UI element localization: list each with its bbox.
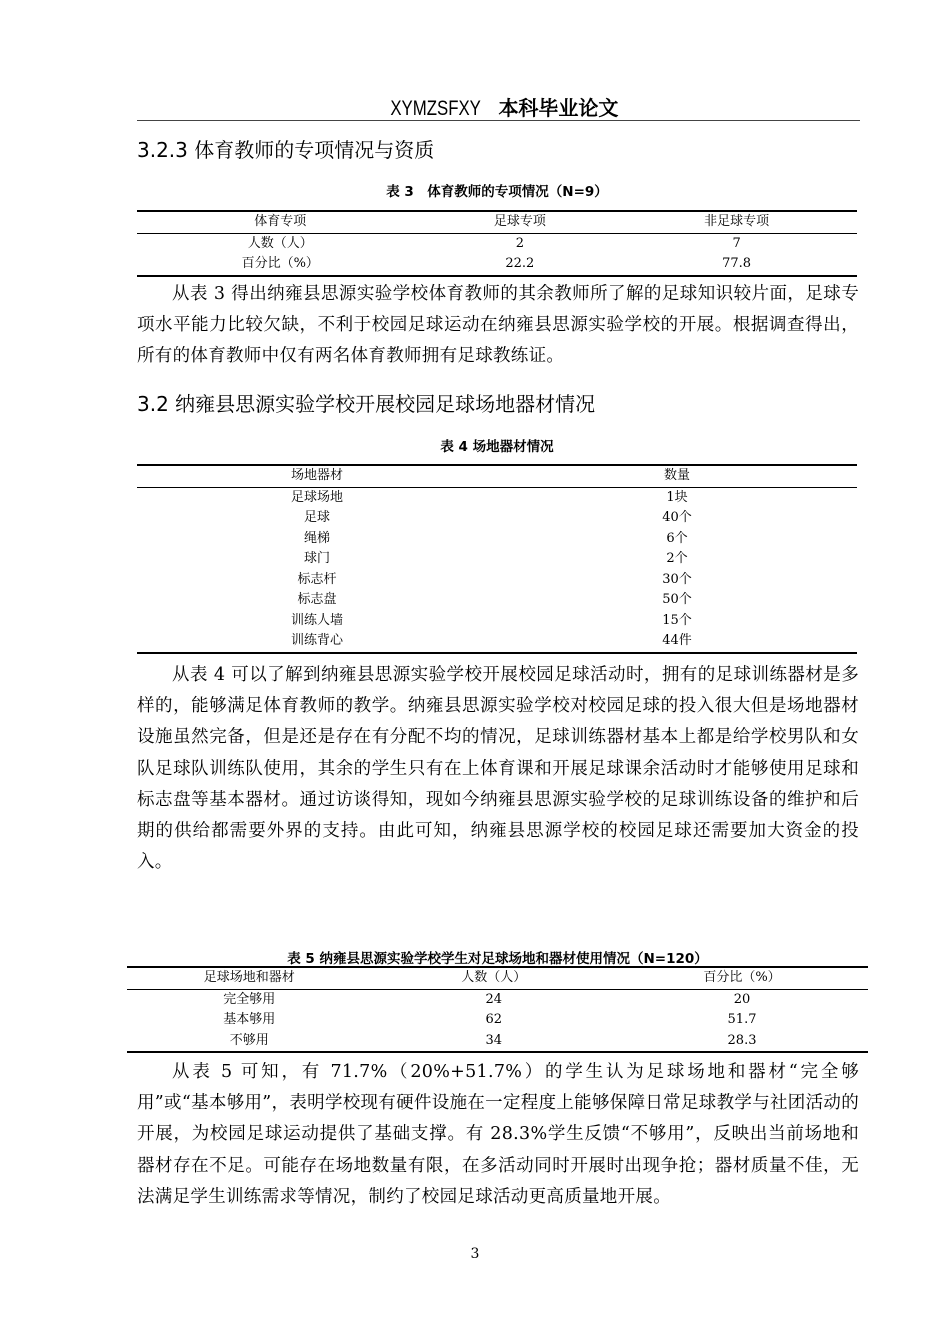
table-cell: 50个 (662, 592, 692, 608)
table-row (137, 508, 857, 529)
table-row (127, 1010, 868, 1031)
table3 (137, 210, 857, 277)
table-cell: 51.7 (727, 1012, 757, 1028)
table-cell: 77.8 (722, 256, 752, 272)
table3-header: 非足球专项 (616, 211, 857, 233)
table-cell: 绳梯 (303, 530, 330, 546)
table5-header: 人数（人） (372, 967, 617, 989)
table-cell: 球门 (303, 551, 330, 567)
table-row (137, 487, 857, 508)
table5 (127, 966, 868, 1053)
header-divider (137, 120, 860, 121)
paragraph-2: 从表 4 可以了解到纳雍县思源实验学校开展校园足球活动时，拥有的足球训练器材是多样的，能够满足体育教师的教学。纳雍县思源实验学校对校园足球的投入很大但是场地器材设施虽然完备，但是还是存在有分配不均的情况，足球训练器材基本上都是给学校男队和女队足球队训练队使用，其余的学生只有在上体育课和开展足球课余活动时才能够使用足球和标志盘等基本器材。通过访谈得知，现如今纳雍县思源实验学校的足球训练设备的维护和后期的供给都需要外界的支持。由此可知，纳雍县思源学校的校园足球还需要加大资金的投入。 (137, 665, 859, 873)
table-row (137, 631, 857, 653)
table-row (137, 570, 857, 591)
paragraph-1: 从表 3 得出纳雍县思源实验学校体育教师的其余教师所了解的足球知识较片面，足球专项水平能力比较欠缺，不利于校园足球运动在纳雍县思源实验学校的开展。根据调查得出，所有的体育教师中仅有两名体育教师拥有足球教练证。 (137, 284, 859, 367)
page-header (137, 92, 860, 121)
table-cell: 标志盘 (297, 592, 337, 608)
table-row (137, 549, 857, 570)
table-cell: 基本够用 (223, 1012, 276, 1028)
table4-caption: 表 4 场地器材情况 (440, 439, 554, 455)
table-row (127, 1031, 868, 1053)
table-cell: 百分比（%） (241, 256, 319, 272)
header-code: XYMZSFXY (389, 97, 481, 120)
table-cell: 28.3 (727, 1032, 757, 1048)
table-row (137, 233, 857, 254)
table-cell: 训练人墙 (290, 612, 343, 628)
table-cell: 34 (485, 1032, 503, 1048)
table-cell: 30个 (662, 571, 692, 587)
section-heading-3-2: 3.2 纳雍县思源实验学校开展校园足球场地器材情况 (137, 392, 596, 416)
table-cell: 足球场地 (290, 489, 343, 505)
table5-header: 足球场地和器材 (127, 967, 372, 989)
table-cell: 20 (733, 991, 751, 1007)
table5-caption: 表 5 纳雍县思源实验学校学生对足球场地和器材使用情况（N=120） (287, 951, 708, 967)
table-cell: 15个 (662, 612, 692, 628)
section-heading-3-2-3: 3.2.3 体育教师的专项情况与资质 (137, 138, 435, 162)
table-cell: 不够用 (229, 1032, 269, 1048)
table3-header: 体育专项 (137, 211, 424, 233)
paragraph-3: 从表 5 可知，有 71.7%（20%+51.7%）的学生认为足球场地和器材“完全够用”或“基本够用”，表明学校现有硬件设施在一定程度上能够保障日常足球教学与社团活动的开展，为校园足球运动提供了基础支撑。有 28.3%学生反馈“不够用”，反映出当前场地和器材存在不足。可能存在场地数量有限，在多活动同时开展时出现争抢；器材质量不佳，无法满足学生训练需求等情况，制约了校园足球活动更高质量地开展。 (137, 1062, 859, 1207)
table4 (137, 464, 857, 654)
table-cell: 44件 (662, 633, 692, 649)
table-row (137, 590, 857, 611)
table-cell: 人数（人） (247, 235, 313, 251)
table-cell: 6个 (666, 530, 688, 546)
table4-header: 数量 (497, 465, 857, 487)
table3-header: 足球专项 (424, 211, 617, 233)
table-row (137, 611, 857, 632)
table-cell: 2个 (666, 551, 688, 567)
table-cell: 7 (732, 235, 741, 251)
table-cell: 62 (485, 1012, 503, 1028)
page-number: 3 (470, 1246, 480, 1262)
table-cell: 完全够用 (223, 991, 276, 1007)
table-cell: 2 (515, 235, 524, 251)
table-row (127, 989, 868, 1010)
table-cell: 训练背心 (290, 633, 343, 649)
table-row (137, 529, 857, 550)
table-row (137, 254, 857, 276)
table-cell: 标志杆 (297, 571, 337, 587)
table-cell: 22.2 (505, 256, 535, 272)
table5-header: 百分比（%） (616, 967, 868, 989)
table4-header: 场地器材 (137, 465, 497, 487)
header-title: 本科毕业论文 (498, 96, 619, 120)
table3-caption: 表 3 体育教师的专项情况（N=9） (386, 184, 608, 200)
table-cell: 24 (485, 991, 503, 1007)
table-cell: 1块 (666, 489, 688, 505)
table-cell: 足球 (303, 510, 330, 526)
table-cell: 40个 (662, 510, 692, 526)
